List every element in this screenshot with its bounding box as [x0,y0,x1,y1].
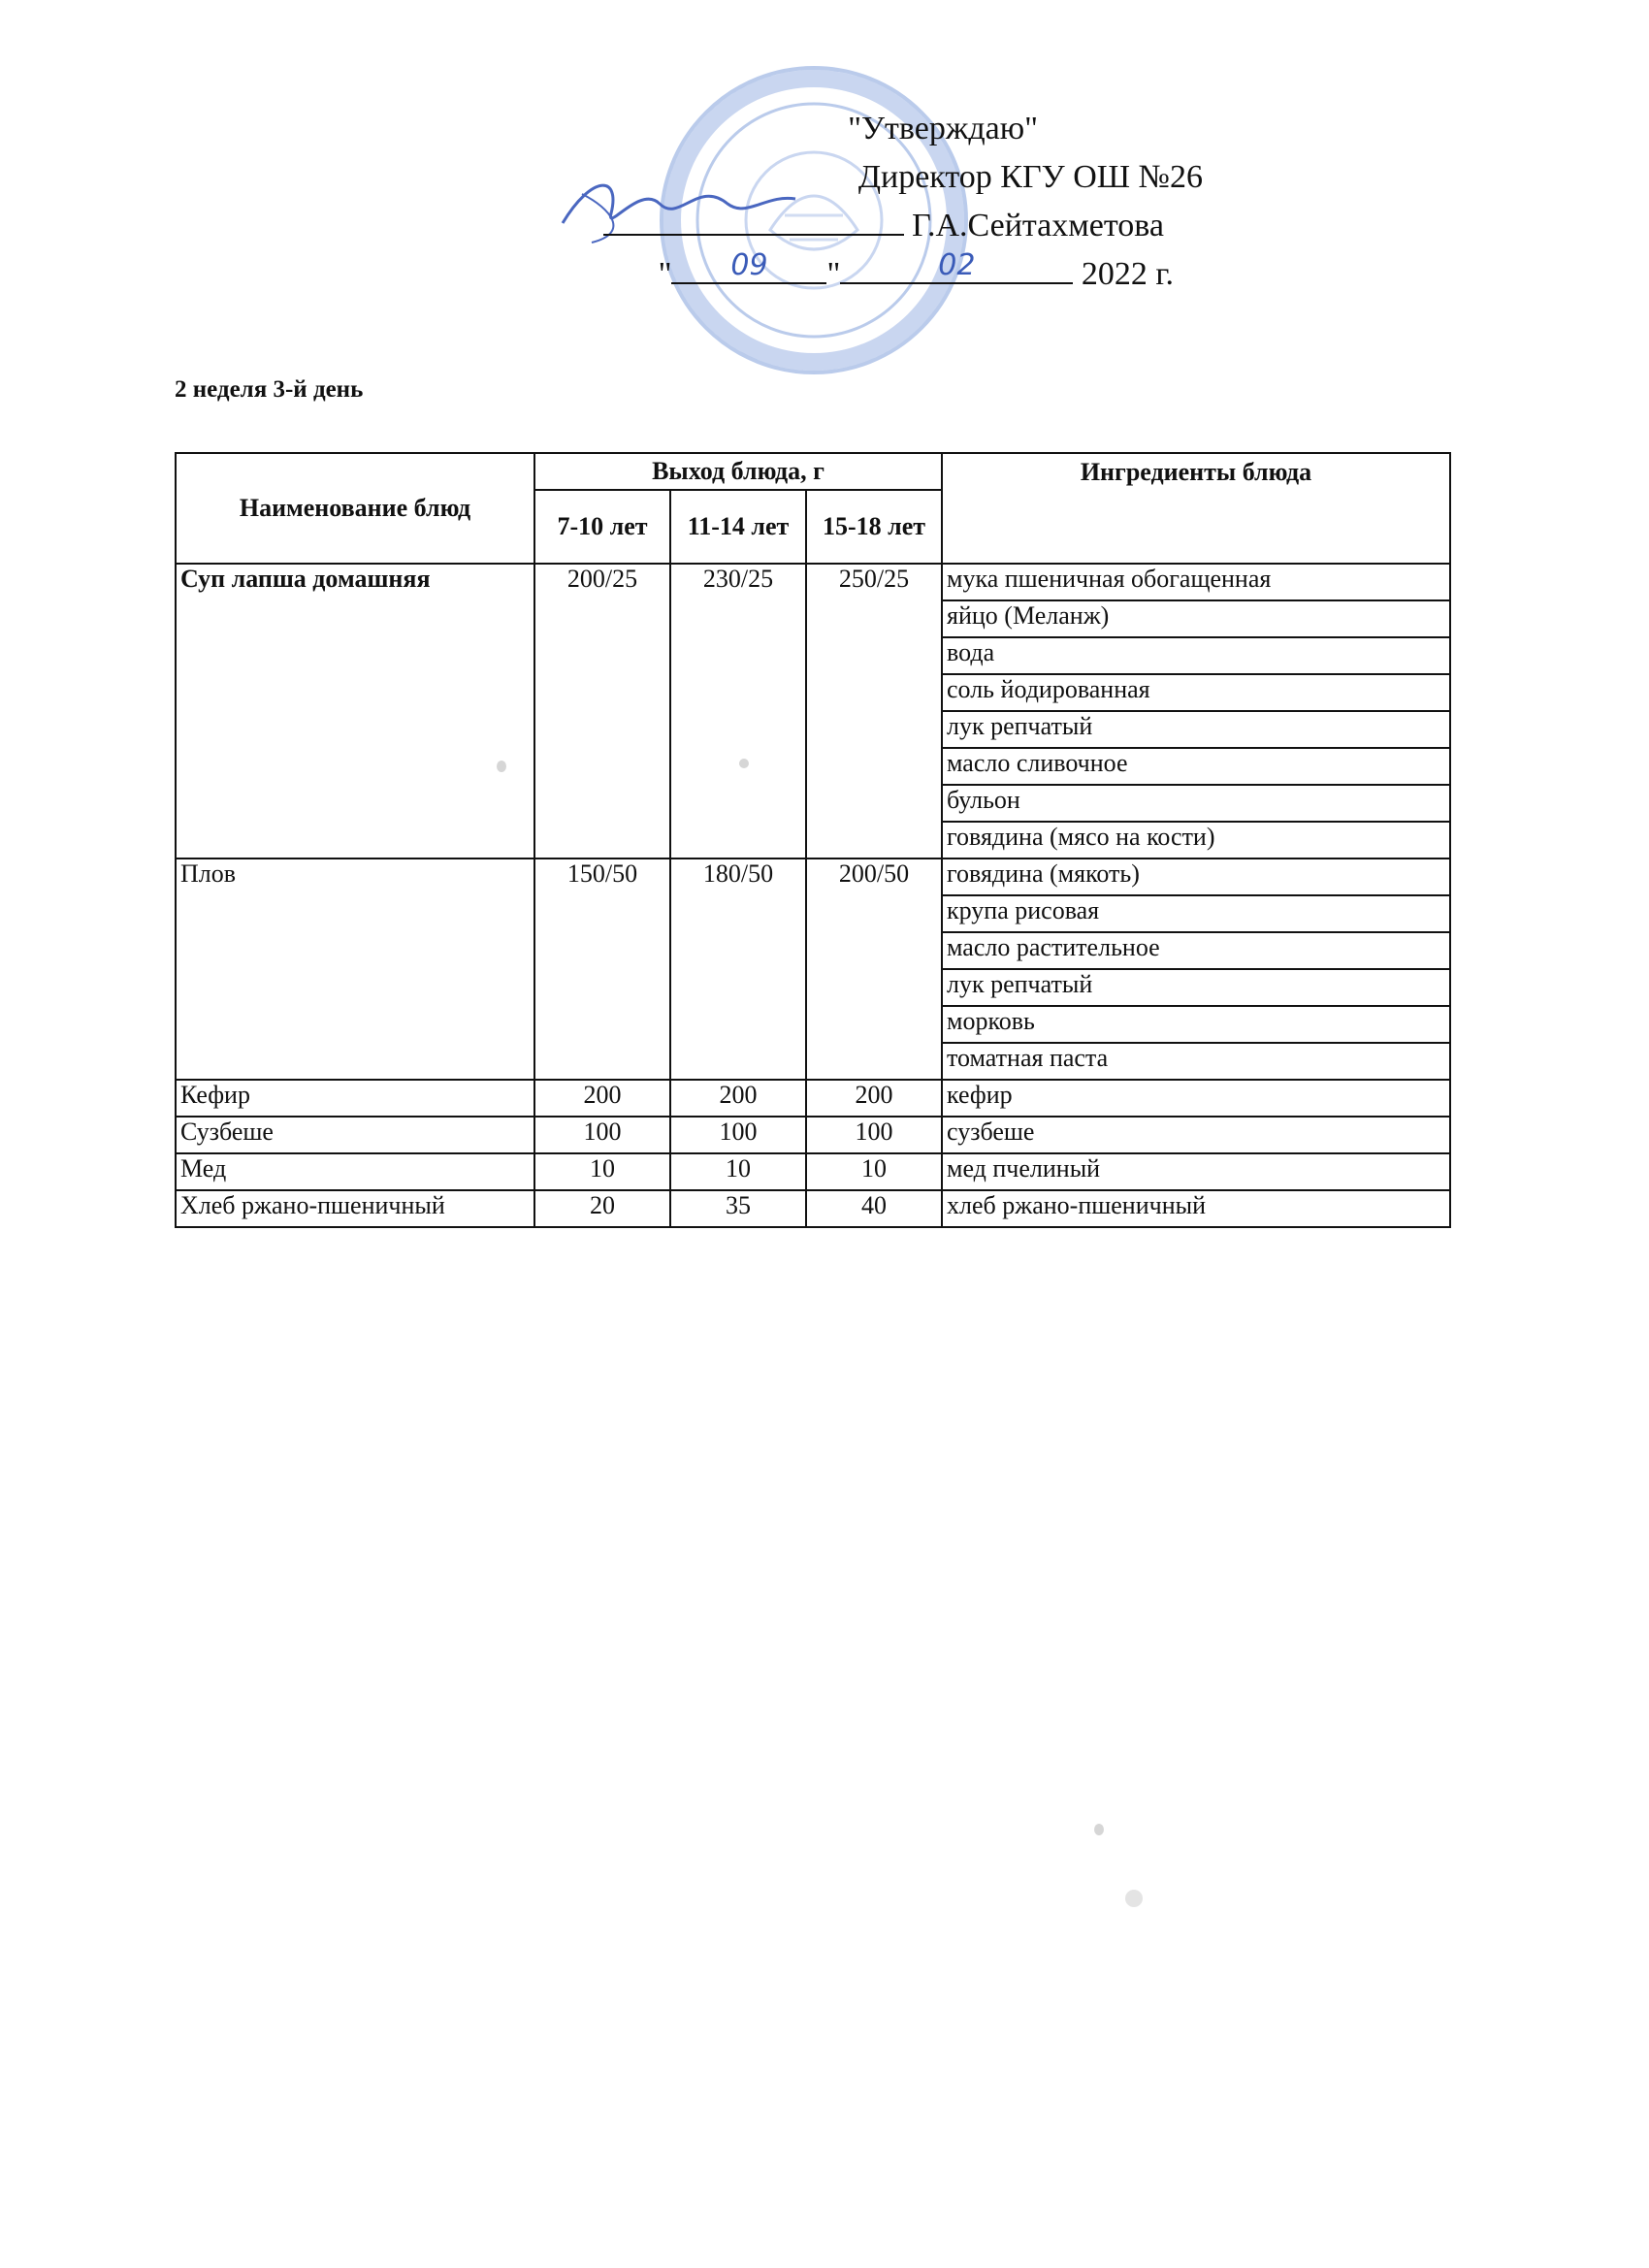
table-row [176,1153,1450,1190]
dish-portion: 200/50 [806,859,942,1080]
ingredient: масло растительное [942,932,1450,969]
date-quote-open: " [658,256,672,292]
ingredient: крупа рисовая [942,895,1450,932]
approval-name: Г.А.Сейтахметова [912,208,1164,243]
dish-portion: 35 [670,1190,806,1227]
dish-name: Суп лапша домашняя [176,564,534,859]
dish-portion: 200 [806,1080,942,1117]
menu-table [175,452,1451,1228]
ingredient: томатная паста [942,1043,1450,1080]
day-title: 2 неделя 3-й день [175,376,364,403]
signature-underline [603,203,904,236]
ingredient: яйцо (Меланж) [942,600,1450,637]
table-row [176,859,1450,895]
date-day: 09 [730,248,768,282]
header-output: Выход блюда, г [534,453,942,490]
ingredient: мука пшеничная обогащенная [942,564,1450,600]
ingredient: хлеб ржано-пшеничный [942,1190,1450,1227]
date-quote-close: " [826,256,841,292]
table-row [176,1117,1450,1153]
dish-name: Сузбеше [176,1117,534,1153]
menu-table-body [176,564,1450,1227]
header-age-15-18: 15-18 лет [806,490,942,564]
table-row [176,1080,1450,1117]
header-age-11-14: 11-14 лет [670,490,806,564]
date-month: 02 [938,248,976,282]
scan-smudge [497,761,506,772]
approval-block [543,105,1203,299]
dish-portion: 200 [670,1080,806,1117]
date-day-field [671,248,826,284]
ingredient: сузбеше [942,1117,1450,1153]
ingredient: лук репчатый [942,711,1450,748]
dish-portion: 10 [670,1153,806,1190]
ingredient: кефир [942,1080,1450,1117]
ingredient: масло сливочное [942,748,1450,785]
dish-name: Плов [176,859,534,1080]
table-row [176,564,1450,600]
dish-name: Мед [176,1153,534,1190]
ingredient: говядина (мякоть) [942,859,1450,895]
dish-name: Кефир [176,1080,534,1117]
dish-portion: 40 [806,1190,942,1227]
scan-smudge [1094,1824,1104,1835]
approval-position: Директор КГУ ОШ №26 [857,159,1203,195]
scan-smudge [739,759,749,768]
ingredient: мед пчелиный [942,1153,1450,1190]
dish-portion: 150/50 [534,859,670,1080]
table-row [176,1190,1450,1227]
dish-portion: 200/25 [534,564,670,859]
dish-portion: 100 [670,1117,806,1153]
ingredient: лук репчатый [942,969,1450,1006]
dish-portion: 10 [534,1153,670,1190]
header-dish-name: Наименование блюд [176,453,534,564]
ingredient: говядина (мясо на кости) [942,822,1450,859]
ingredient: бульон [942,785,1450,822]
dish-portion: 250/25 [806,564,942,859]
ingredient: вода [942,637,1450,674]
date-month-field [840,248,1073,284]
approval-date [543,250,1203,299]
dish-portion: 180/50 [670,859,806,1080]
ingredient: морковь [942,1006,1450,1043]
dish-portion: 200 [534,1080,670,1117]
dish-portion: 10 [806,1153,942,1190]
date-year: 2022 г. [1081,256,1174,292]
scan-smudge [1125,1890,1143,1907]
dish-portion: 230/25 [670,564,806,859]
header-age-7-10: 7-10 лет [534,490,670,564]
ingredient: соль йодированная [942,674,1450,711]
approval-title: "Утверждаю" [848,111,1038,146]
dish-portion: 100 [534,1117,670,1153]
dish-name: Хлеб ржано-пшеничный [176,1190,534,1227]
dish-portion: 100 [806,1117,942,1153]
dish-portion: 20 [534,1190,670,1227]
header-ingredients: Ингредиенты блюда [942,453,1450,564]
